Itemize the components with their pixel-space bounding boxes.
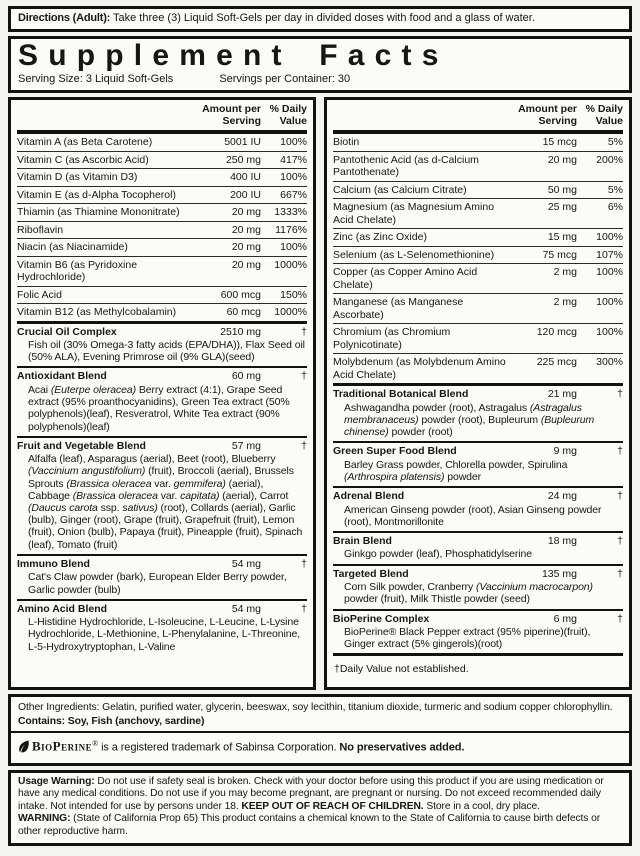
blend-section	[17, 554, 307, 599]
blend-name: Antioxidant Blend	[17, 370, 107, 383]
blend-ingredients: American Ginseng powder (root), Asian Ginseng powder (root), Montmorillonite	[344, 503, 602, 528]
nutrient-row	[17, 134, 307, 151]
directions-box	[8, 6, 632, 32]
daily-value-note: †Daily Value not established.	[333, 653, 623, 687]
nutrient-amount: 250 mg	[225, 153, 261, 166]
blend-section	[17, 599, 307, 656]
nutrient-name: Vitamin D (as Vitamin D3)	[17, 171, 138, 183]
nutrient-daily-value: 100%	[596, 266, 623, 278]
blend-header	[333, 388, 623, 402]
blend-amount: 18 mg	[547, 534, 577, 547]
nutrient-amount: 25 mg	[547, 201, 577, 213]
blend-section	[333, 609, 623, 654]
nutrient-daily-value: 200%	[596, 153, 623, 166]
trademark-line	[11, 731, 629, 759]
registered-mark: ®	[92, 739, 99, 749]
nutrient-daily-value: 100%	[280, 241, 307, 253]
blend-dagger: †	[301, 557, 307, 570]
nutrient-amount: 225 mcg	[536, 356, 577, 368]
blend-ingredients: Cat's Claw powder (bark), European Elder Berry powder, Garlic powder (bulb)	[28, 571, 287, 596]
other-ingredients-box	[8, 694, 632, 765]
blend-ingredients: Acai (Euterpe oleracea) Berry extract (4:1), Grape Seed extract (95% proanthocyanidins), Green Tea extract (50% polyphenols)(leaf), Resveratrol, White Tea extract (90% polyphenols)(leaf)	[28, 383, 290, 433]
blend-header	[17, 326, 307, 340]
prop65-text: (State of California Prop 65) This product contains a chemical known to the State of California to cause birth defects or other reproductive harm.	[18, 813, 601, 837]
blend-sections-left	[17, 321, 307, 656]
blend-section	[333, 386, 623, 441]
usage-warning	[18, 776, 622, 814]
nutrient-row	[333, 151, 623, 181]
nutrient-name: Vitamin B12 (as Methylcobalamin)	[17, 306, 177, 318]
nutrient-daily-value: 1333%	[274, 206, 307, 218]
blend-amount: 2510 mg	[220, 325, 261, 338]
nutrient-name: Zinc (as Zinc Oxide)	[333, 231, 427, 243]
blend-dagger: †	[301, 439, 307, 452]
blend-header	[333, 445, 623, 459]
nutrient-amount: 20 mg	[231, 223, 261, 236]
blend-ingredients: BioPerine® Black Pepper extract (95% piperine)(fruit), Ginger extract (5% gingerols)(root)	[344, 626, 591, 651]
contains-text: Contains: Soy, Fish (anchovy, sardine)	[18, 715, 205, 727]
blend-amount: 54 mg	[231, 602, 261, 615]
blend-header	[333, 568, 623, 582]
bioperine-brand: BioPerine	[32, 739, 93, 755]
blend-section	[333, 486, 623, 531]
serving-info	[18, 73, 622, 86]
daily-value-header: % Daily Value	[269, 103, 307, 127]
nutrient-row	[333, 198, 623, 228]
blend-header	[333, 613, 623, 627]
blend-amount: 21 mg	[547, 388, 577, 400]
nutrient-name: Vitamin E (as d-Alpha Tocopherol)	[17, 188, 176, 201]
blend-dagger: †	[301, 325, 307, 338]
blend-amount: 24 mg	[547, 490, 577, 503]
directions-text: Take three (3) Liquid Soft-Gels per day in divided doses with food and a glass of water.	[110, 12, 535, 24]
nutrient-row	[17, 221, 307, 239]
nutrient-amount: 15 mcg	[542, 136, 577, 148]
nutrient-name: Copper (as Copper Amino Acid Chelate)	[333, 266, 478, 291]
blend-dagger: †	[301, 602, 307, 615]
nutrient-amount: 600 mcg	[220, 288, 261, 301]
usage-warning-text1: Do not use if safety seal is broken. Check with your doctor before using this product if you are using medication or have any medical conditions. Do not use if you may become pregnant, are pregnant or nursing. Do not exceed recommended daily intake. Not intended for use by persons under 18.	[18, 775, 604, 812]
blend-ingredients: Fish oil (30% Omega-3 fatty acids (EPA/DHA)), Flax Seed oil (50% ALA), Evening Primrose oil (9% GLA)(seed)	[28, 339, 305, 364]
warnings-box	[8, 770, 632, 846]
nutrient-name: Manganese (as Manganese Ascorbate)	[333, 296, 464, 321]
blend-header	[17, 558, 307, 572]
blend-ingredients: Corn Silk powder, Cranberry (Vaccinium macrocarpon) powder (fruit), Milk Thistle powder (seed)	[344, 581, 593, 606]
blend-amount: 60 mg	[231, 370, 261, 383]
nutrient-name: Magnesium (as Magnesium Amino Acid Chelate)	[333, 201, 495, 226]
blend-name: Brain Blend	[333, 534, 392, 547]
nutrient-row	[17, 238, 307, 256]
nutrient-row	[333, 323, 623, 353]
blend-name: BioPerine Complex	[333, 612, 430, 625]
nutrient-name: Vitamin B6 (as Pyridoxine Hydrochloride)	[17, 258, 138, 283]
servings-per-container: Servings per Container: 30	[219, 73, 351, 85]
nutrient-amount: 60 mcg	[226, 306, 261, 318]
prop65-warning	[18, 813, 622, 838]
other-ingredients-text: Other Ingredients: Gelatin, purified water, glycerin, beeswax, soy lecithin, titanium dioxide, turmeric and sodium copper chlorophyllin.	[18, 702, 613, 714]
nutrient-amount: 120 mcg	[536, 326, 577, 338]
nutrient-name: Vitamin A (as Beta Carotene)	[17, 136, 153, 148]
trademark-statement: is a registered trademark of Sabinsa Corporation.	[98, 742, 340, 755]
nutrient-daily-value: 1000%	[274, 258, 307, 271]
facts-column-left	[8, 97, 316, 690]
blend-header	[17, 603, 307, 617]
nutrient-daily-value: 100%	[596, 296, 623, 308]
nutrient-row	[17, 256, 307, 286]
blend-section	[17, 366, 307, 435]
nutrient-row	[17, 203, 307, 221]
serving-size: Serving Size: 3 Liquid Soft-Gels	[18, 73, 174, 85]
blend-name: Green Super Food Blend	[333, 445, 457, 458]
blend-section	[333, 441, 623, 486]
nutrient-amount: 50 mg	[547, 183, 577, 196]
blend-ingredients: L-Histidine Hydrochloride, L-Isoleucine, L-Leucine, L-Lysine Hydrochloride, L-Methionine, L-Phenylalanine, L-Threonine, L-5-Hydroxytryptophan, L-Valine	[28, 616, 301, 653]
amount-header: Amount per Serving	[518, 103, 577, 127]
nutrient-daily-value: 100%	[596, 326, 623, 338]
blend-amount: 135 mg	[541, 567, 577, 580]
blend-name: Crucial Oil Complex	[17, 325, 117, 338]
nutrient-daily-value: 6%	[607, 201, 623, 213]
nutrient-amount: 200 IU	[230, 188, 261, 201]
facts-column-right	[324, 97, 632, 690]
nutrient-amount: 15 mg	[547, 231, 577, 243]
nutrient-daily-value: 150%	[280, 288, 307, 301]
page-title: Supplement Facts	[18, 39, 449, 72]
nutrient-amount: 2 mg	[553, 266, 577, 278]
blend-name: Targeted Blend	[333, 567, 409, 580]
nutrient-daily-value: 100%	[596, 231, 623, 243]
nutrient-rows-right	[333, 134, 623, 383]
daily-value-header: % Daily Value	[585, 103, 623, 127]
nutrient-amount: 20 mg	[231, 241, 261, 253]
nutrient-daily-value: 1000%	[274, 306, 307, 318]
nutrient-row	[333, 228, 623, 246]
nutrient-amount: 20 mg	[231, 258, 261, 271]
nutrient-name: Niacin (as Niacinamide)	[17, 241, 128, 253]
nutrient-daily-value: 300%	[596, 356, 623, 368]
usage-warning-label: Usage Warning:	[18, 775, 95, 787]
blend-amount: 54 mg	[231, 557, 261, 570]
nutrient-name: Pantothenic Acid (as d-Calcium Pantothenate)	[333, 153, 479, 178]
blend-dagger: †	[617, 388, 623, 400]
blend-section	[333, 564, 623, 609]
nutrient-row	[333, 293, 623, 323]
trademark-text	[32, 737, 464, 755]
facts-columns	[8, 97, 632, 690]
nutrient-daily-value: 417%	[280, 153, 307, 166]
blend-name: Fruit and Vegetable Blend	[17, 439, 146, 452]
nutrient-amount: 5001 IU	[224, 136, 261, 148]
nutrient-daily-value: 107%	[596, 248, 623, 261]
supplement-facts-header	[8, 36, 632, 93]
blend-dagger: †	[617, 534, 623, 547]
nutrient-name: Calcium (as Calcium Citrate)	[333, 183, 467, 196]
blend-dagger: †	[617, 612, 623, 625]
nutrient-row	[17, 186, 307, 204]
blend-name: Amino Acid Blend	[17, 602, 108, 615]
nutrient-row	[333, 263, 623, 293]
nutrient-row	[17, 303, 307, 321]
nutrient-name: Folic Acid	[17, 288, 62, 301]
nutrient-row	[333, 134, 623, 151]
nutrient-row	[333, 181, 623, 199]
no-preservatives-text: No preservatives added.	[339, 742, 465, 755]
usage-warning-text2: Store in a cool, dry place.	[423, 800, 540, 812]
blend-section	[17, 324, 307, 367]
nutrient-row	[333, 246, 623, 264]
nutrient-daily-value: 667%	[280, 188, 307, 201]
blend-header	[17, 370, 307, 384]
blend-amount: 6 mg	[553, 612, 577, 625]
nutrient-daily-value: 5%	[607, 183, 623, 196]
nutrient-row	[17, 168, 307, 186]
nutrient-name: Thiamin (as Thiamine Mononitrate)	[17, 206, 180, 218]
leaf-icon	[18, 740, 30, 753]
nutrient-amount: 2 mg	[553, 296, 577, 308]
blend-ingredients: Alfalfa (leaf), Asparagus (aerial), Beet (root), Blueberry (Vaccinium angustifolium) (fruit), Broccoli (aerial), Brussels Sprouts (Brassica oleracea var. gemmifera) (aerial), Cabbage (Brassica oleracea var. capitata) (aerial), Carrot (Daucus carota ssp. sativus) (root), Collards (aerial), Garlic (bulb), Ginger (root), Grape (fruit), Grapefruit (fruit), Lemon (fruit), Onion (bulb), Papaya (fruit), Pineapple (fruit), Spinach (leaf), Tomato (fruit)	[28, 453, 303, 551]
nutrient-row	[333, 353, 623, 383]
nutrient-amount: 75 mcg	[542, 248, 577, 261]
directions-label: Directions (Adult):	[18, 12, 111, 24]
blend-section	[17, 436, 307, 554]
nutrient-daily-value: 100%	[280, 136, 307, 148]
blend-header	[333, 535, 623, 549]
blend-header	[333, 490, 623, 504]
blend-ingredients: Ashwagandha powder (root), Astragalus (Astragalus membranaceus) powder (root), Bupleurum (Bupleurum chinense) powder (root)	[344, 401, 595, 438]
keep-out-of-reach-text: KEEP OUT OF REACH OF CHILDREN.	[241, 800, 424, 812]
blend-header	[17, 440, 307, 454]
nutrient-name: Biotin	[333, 136, 360, 148]
nutrient-name: Chromium (as Chromium Polynicotinate)	[333, 326, 451, 351]
nutrient-amount: 400 IU	[230, 171, 261, 183]
prop65-label: WARNING:	[18, 813, 71, 825]
blend-dagger: †	[617, 490, 623, 503]
nutrient-daily-value: 5%	[607, 136, 623, 148]
column-header-left	[17, 100, 307, 134]
blend-amount: 57 mg	[231, 439, 261, 452]
blend-section	[333, 531, 623, 564]
blend-name: Adrenal Blend	[333, 490, 405, 503]
nutrient-amount: 20 mg	[547, 153, 577, 166]
nutrient-daily-value: 1176%	[275, 223, 307, 236]
nutrient-name: Molybdenum (as Molybdenum Amino Acid Chelate)	[333, 356, 506, 381]
blend-ingredients: Barley Grass powder, Chlorella powder, Spirulina (Arthrospira platensis) powder	[344, 458, 568, 483]
column-header-right	[333, 100, 623, 134]
nutrient-row	[17, 286, 307, 304]
blend-dagger: †	[301, 370, 307, 383]
blend-dagger: †	[617, 445, 623, 458]
blend-sections-right	[333, 383, 623, 653]
blend-amount: 9 mg	[553, 445, 577, 458]
nutrient-daily-value: 100%	[280, 171, 307, 183]
blend-dagger: †	[617, 567, 623, 580]
nutrient-row	[17, 151, 307, 169]
blend-ingredients: Ginkgo powder (leaf), Phosphatidylserine	[344, 548, 533, 561]
nutrient-rows-left	[17, 134, 307, 321]
blend-name: Traditional Botanical Blend	[333, 388, 469, 400]
nutrient-amount: 20 mg	[231, 206, 261, 218]
nutrient-name: Riboflavin	[17, 223, 64, 236]
blend-name: Immuno Blend	[17, 557, 90, 570]
nutrient-name: Selenium (as L-Selenomethionine)	[333, 248, 495, 261]
amount-header: Amount per Serving	[202, 103, 261, 127]
nutrient-name: Vitamin C (as Ascorbic Acid)	[17, 153, 149, 166]
